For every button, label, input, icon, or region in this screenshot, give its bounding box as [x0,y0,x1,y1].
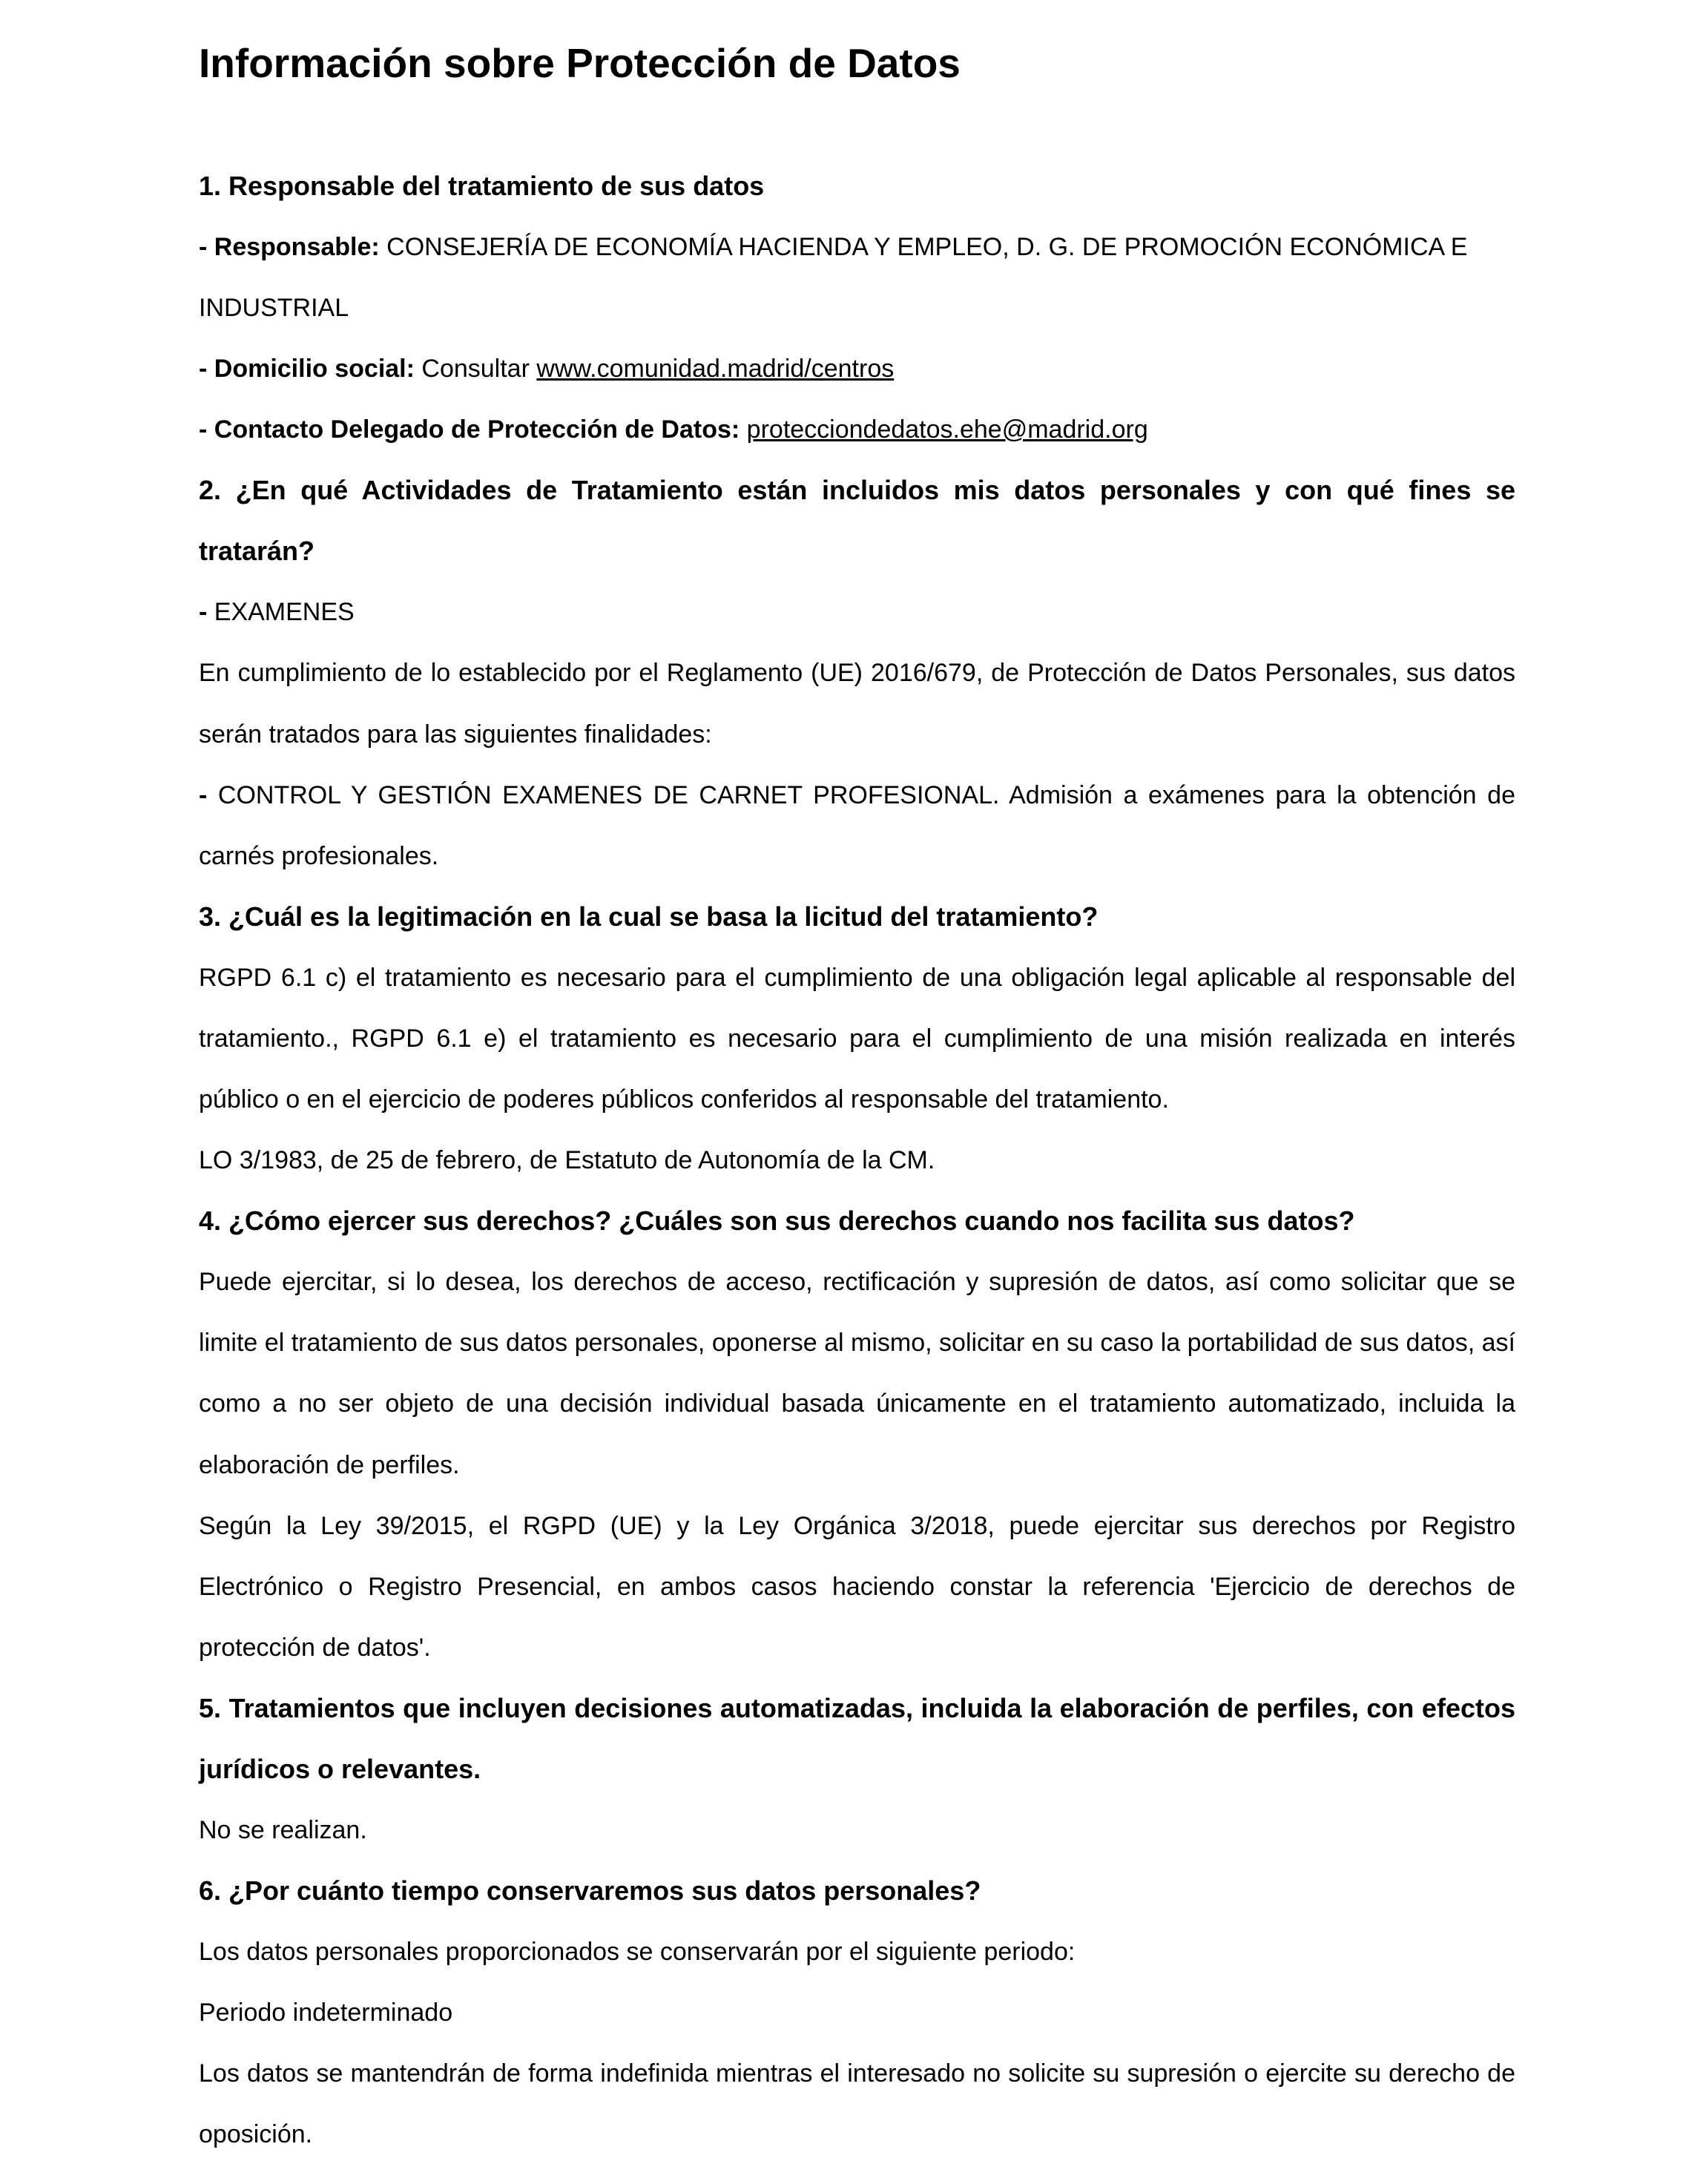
centros-link[interactable]: www.comunidad.madrid/centros [536,355,895,384]
section-5-paragraph: No se realizan. [199,1815,367,1844]
contacto-line [199,399,1515,460]
section-3-heading: 3. ¿Cuál es la legitimación en la cual se basa la licitud del tratamiento? [199,901,1099,932]
domicilio-line [199,338,1515,399]
domicilio-label: - Domicilio social: [199,355,415,384]
activity-line [199,582,1515,642]
responsable-line [199,217,1515,338]
section-4-paragraph-2: Según la Ley 39/2015, el RGPD (UE) y la Ley Orgánica 3/2018, puede ejercitar sus derechos por Registro Electrónico o Registro Presencial, en ambos casos haciendo constar la referencia 'Ejercicio de derechos de protección de datos'. [199,1511,1515,1662]
section-4-heading: 4. ¿Cómo ejercer sus derechos? ¿Cuáles son sus derechos cuando nos facilita sus datos? [199,1206,1355,1237]
purpose-dash: - [199,780,208,809]
section-6-heading: 6. ¿Por cuánto tiempo conservaremos sus datos personales? [199,1875,981,1906]
dpo-email-link[interactable]: protecciondedatos.ehe@madrid.org [746,415,1148,444]
contacto-label: - Contacto Delegado de Protección de Datos: [199,415,740,444]
section-1-heading: 1. Responsable del tratamiento de sus datos [199,171,765,201]
section-3-paragraph-2: LO 3/1983, de 25 de febrero, de Estatuto de Autonomía de la CM. [199,1146,935,1175]
section-6-paragraph-3: Los datos se mantendrán de forma indefinida mientras el interesado no solicite su supresión o ejercite su derecho de oposición. [199,2059,1515,2149]
section-4-paragraph-1: Puede ejercitar, si lo desea, los derechos de acceso, rectificación y supresión de datos, así como solicitar que se limite el tratamiento de sus datos personales, oponerse al mismo, solicitar en su caso la portabilidad de sus datos, así como a no ser objeto de una decisión individual basada únicamente en el tratamiento automatizado, incluida la elaboración de perfiles. [199,1268,1515,1479]
section-6-paragraph-1: Los datos personales proporcionados se conservarán por el siguiente periodo: [199,1937,1076,1966]
domicilio-text: Consultar [414,355,537,384]
section-5-heading: 5. Tratamientos que incluyen decisiones automatizadas, incluida la elaboración de perfiles, con efectos jurídicos o relevantes. [199,1692,1515,1784]
activity-dash: - [199,598,208,627]
section-3-paragraph-1: RGPD 6.1 c) el tratamiento es necesario para el cumplimiento de una obligación legal aplicable al responsable del tratamiento., RGPD 6.1 e) el tratamiento es necesario para el cumplimiento de una misión realizada en interés público o en el ejercicio de poderes públicos conferidos al responsable del tratamiento. [199,963,1515,1114]
section-2-heading: 2. ¿En qué Actividades de Tratamiento están incluidos mis datos personales y con qué fines se tratarán? [199,475,1515,567]
purpose-text: CONTROL Y GESTIÓN EXAMENES DE CARNET PROFESIONAL. Admisión a exámenes para la obtención de carnés profesionales. [199,780,1515,870]
responsable-label: - Responsable: [199,233,380,261]
page-title: Información sobre Protección de Datos [199,40,961,86]
responsable-value: CONSEJERÍA DE ECONOMÍA HACIENDA Y EMPLEO, D. G. DE PROMOCIÓN ECONÓMICA E INDUSTRIAL [199,233,1468,323]
section-6-paragraph-2: Periodo indeterminado [199,1999,453,2027]
purpose-line [199,765,1515,887]
document-page [199,30,1515,2165]
section-2-paragraph: En cumplimiento de lo establecido por el Reglamento (UE) 2016/679, de Protección de Datos Personales, sus datos serán tratados para las siguientes finalidades: [199,659,1515,749]
title-spacer [199,96,1515,156]
activity-name: EXAMENES [207,598,355,627]
